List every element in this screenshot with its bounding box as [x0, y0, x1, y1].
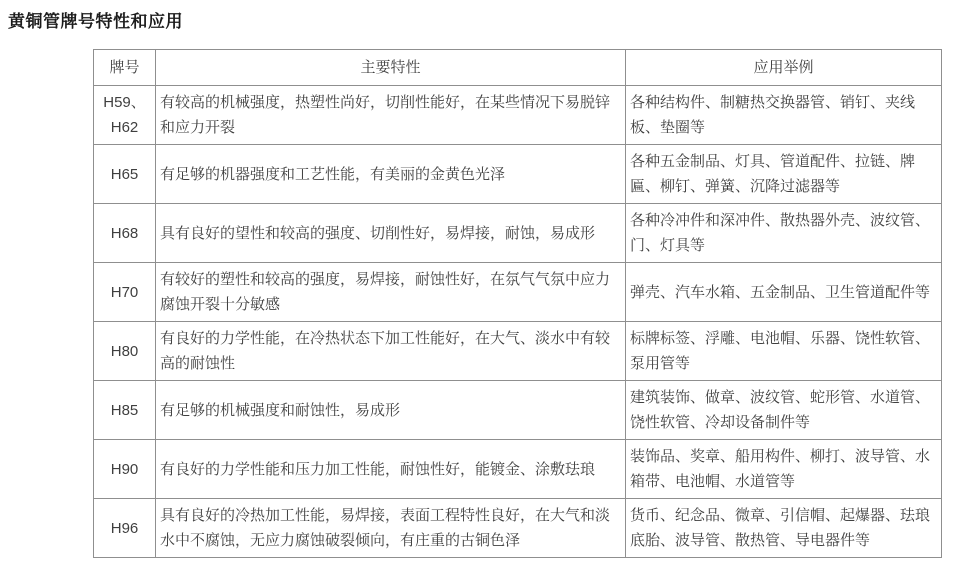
header-features: 主要特性 [156, 50, 626, 86]
grade-cell: H65 [94, 145, 156, 204]
table-row [94, 145, 942, 204]
table-row [94, 381, 942, 440]
applications-cell: 各种五金制品、灯具、管道配件、拉链、牌匾、柳钉、弹簧、沉降过滤器等 [626, 145, 942, 204]
features-cell: 有足够的机械强度和耐蚀性，易成形 [156, 381, 626, 440]
header-row [94, 50, 942, 86]
features-cell: 有足够的机器强度和工艺性能，有美丽的金黄色光泽 [156, 145, 626, 204]
features-cell: 有较高的机械强度，热塑性尚好，切削性能好，在某些情况下易脱锌和应力开裂 [156, 86, 626, 145]
table-row [94, 86, 942, 145]
header-grade: 牌号 [94, 50, 156, 86]
applications-cell: 建筑装饰、做章、波纹管、蛇形管、水道管、饶性软管、冷却设备制件等 [626, 381, 942, 440]
grade-cell: H59、H62 [94, 86, 156, 145]
features-cell: 具有良好的望性和较高的强度、切削性好，易焊接，耐蚀，易成形 [156, 204, 626, 263]
applications-cell: 各种冷冲件和深冲件、散热器外壳、波纹管、门、灯具等 [626, 204, 942, 263]
table-row [94, 440, 942, 499]
header-applications: 应用举例 [626, 50, 942, 86]
grade-cell: H96 [94, 499, 156, 558]
applications-cell: 各种结构件、制糖热交换器管、销钉、夹线板、垫圈等 [626, 86, 942, 145]
features-cell: 有良好的力学性能，在冷热状态下加工性能好，在大气、淡水中有较高的耐蚀性 [156, 322, 626, 381]
table-row [94, 263, 942, 322]
applications-cell: 货币、纪念品、微章、引信帽、起爆器、珐琅底胎、波导管、散热管、导电器件等 [626, 499, 942, 558]
grade-cell: H80 [94, 322, 156, 381]
features-cell: 有良好的力学性能和压力加工性能，耐蚀性好，能镀金、涂敷珐琅 [156, 440, 626, 499]
table-body [94, 86, 942, 558]
grade-cell: H90 [94, 440, 156, 499]
features-cell: 具有良好的冷热加工性能，易焊接，表面工程特性良好，在大气和淡水中不腐蚀，无应力腐蚀破裂倾向，有庄重的古铜色泽 [156, 499, 626, 558]
table-row [94, 322, 942, 381]
page-title: 黄铜管牌号特性和应用 [8, 12, 183, 31]
applications-cell: 标牌标签、浮雕、电池帽、乐器、饶性软管、泵用管等 [626, 322, 942, 381]
applications-cell: 弹壳、汽车水箱、五金制品、卫生管道配件等 [626, 263, 942, 322]
table-row [94, 204, 942, 263]
table-row [94, 499, 942, 558]
features-cell: 有较好的塑性和较高的强度，易焊接，耐蚀性好，在氛气气氛中应力腐蚀开裂十分敏感 [156, 263, 626, 322]
table-header [94, 50, 942, 86]
grade-cell: H68 [94, 204, 156, 263]
applications-cell: 装饰品、奖章、船用构件、柳打、波导管、水箱带、电池帽、水道管等 [626, 440, 942, 499]
grade-cell: H70 [94, 263, 156, 322]
grade-cell: H85 [94, 381, 156, 440]
brass-grade-table [93, 49, 942, 558]
